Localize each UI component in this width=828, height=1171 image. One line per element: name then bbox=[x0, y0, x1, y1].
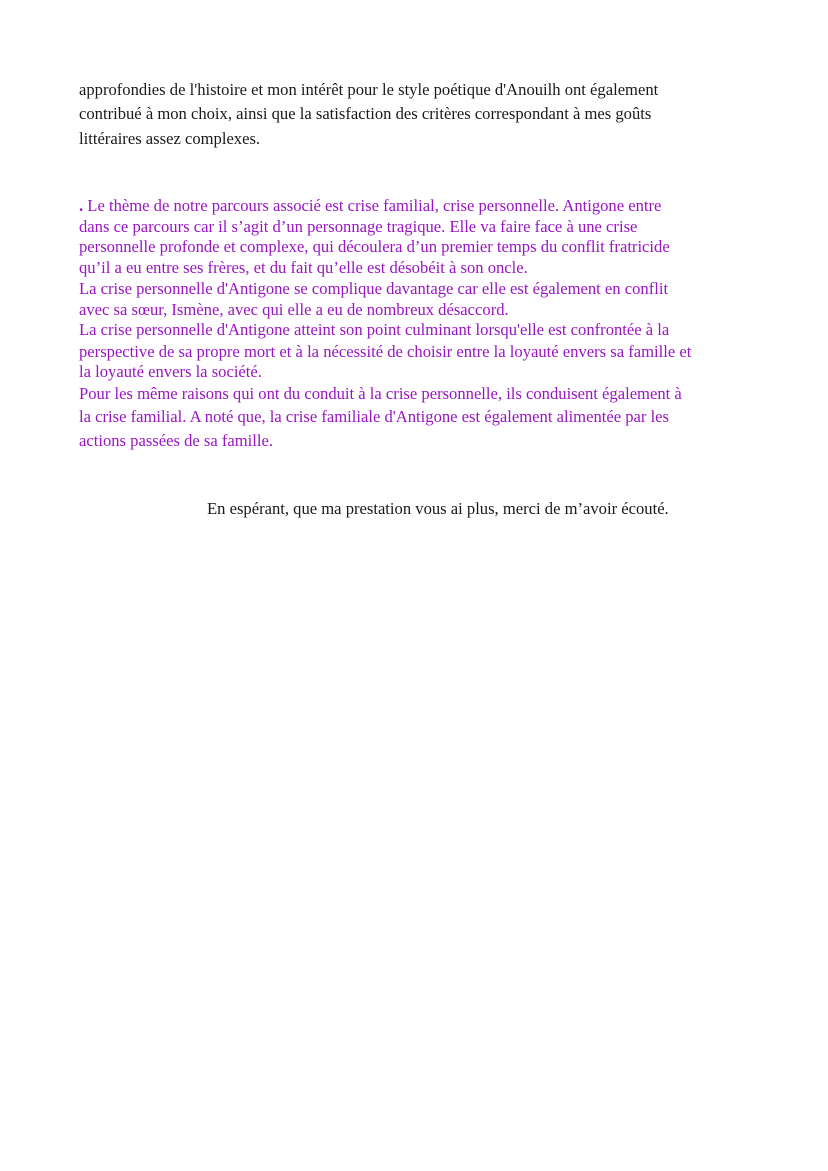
paragraph2-line: avec sa sœur, Ismène, avec qui elle a eu de nombreux désaccord. bbox=[79, 300, 509, 319]
paragraph2-line: Le thème de notre parcours associé est crise familial, crise personnelle. Antigone entre bbox=[83, 196, 662, 215]
paragraph2-line: actions passées de sa famille. bbox=[79, 431, 273, 450]
paragraph1-line: littéraires assez complexes. bbox=[79, 129, 261, 148]
paragraph2-line: dans ce parcours car il s’agit d’un personnage tragique. Elle va faire face à une crise bbox=[79, 217, 638, 236]
paragraph2-line: perspective de sa propre mort et à la nécessité de choisir entre la loyauté envers sa famille et bbox=[79, 342, 692, 361]
paragraph2-line: qu’il a eu entre ses frères, et du fait qu’elle est désobéit à son oncle. bbox=[79, 258, 528, 277]
paragraph1-line: approfondies de l'histoire et mon intérêt pour le style poétique d'Anouilh ont également bbox=[79, 80, 659, 99]
paragraph2-line: La crise personnelle d'Antigone se complique davantage car elle est également en conflit bbox=[79, 279, 669, 298]
paragraph2-line: Pour les même raisons qui ont du conduit à la crise personnelle, ils conduisent également à bbox=[79, 384, 682, 403]
paragraph1-line: contribué à mon choix, ainsi que la satisfaction des critères correspondant à mes goûts bbox=[79, 104, 652, 123]
paragraph2-first-line bbox=[79, 196, 661, 216]
paragraph2-line: personnelle profonde et complexe, qui découlera d’un premier temps du conflit fratricide bbox=[79, 237, 670, 256]
paragraph2-line: la crise familial. A noté que, la crise familiale d'Antigone est également alimentée par les bbox=[79, 407, 670, 426]
closing-line: En espérant, que ma prestation vous ai plus, merci de m’avoir écouté. bbox=[207, 499, 669, 518]
paragraph2-line: la loyauté envers la société. bbox=[79, 362, 262, 381]
bullet-marker: . bbox=[79, 196, 84, 215]
paragraph2-line: La crise personnelle d'Antigone atteint son point culminant lorsqu'elle est confrontée à la bbox=[79, 320, 670, 339]
